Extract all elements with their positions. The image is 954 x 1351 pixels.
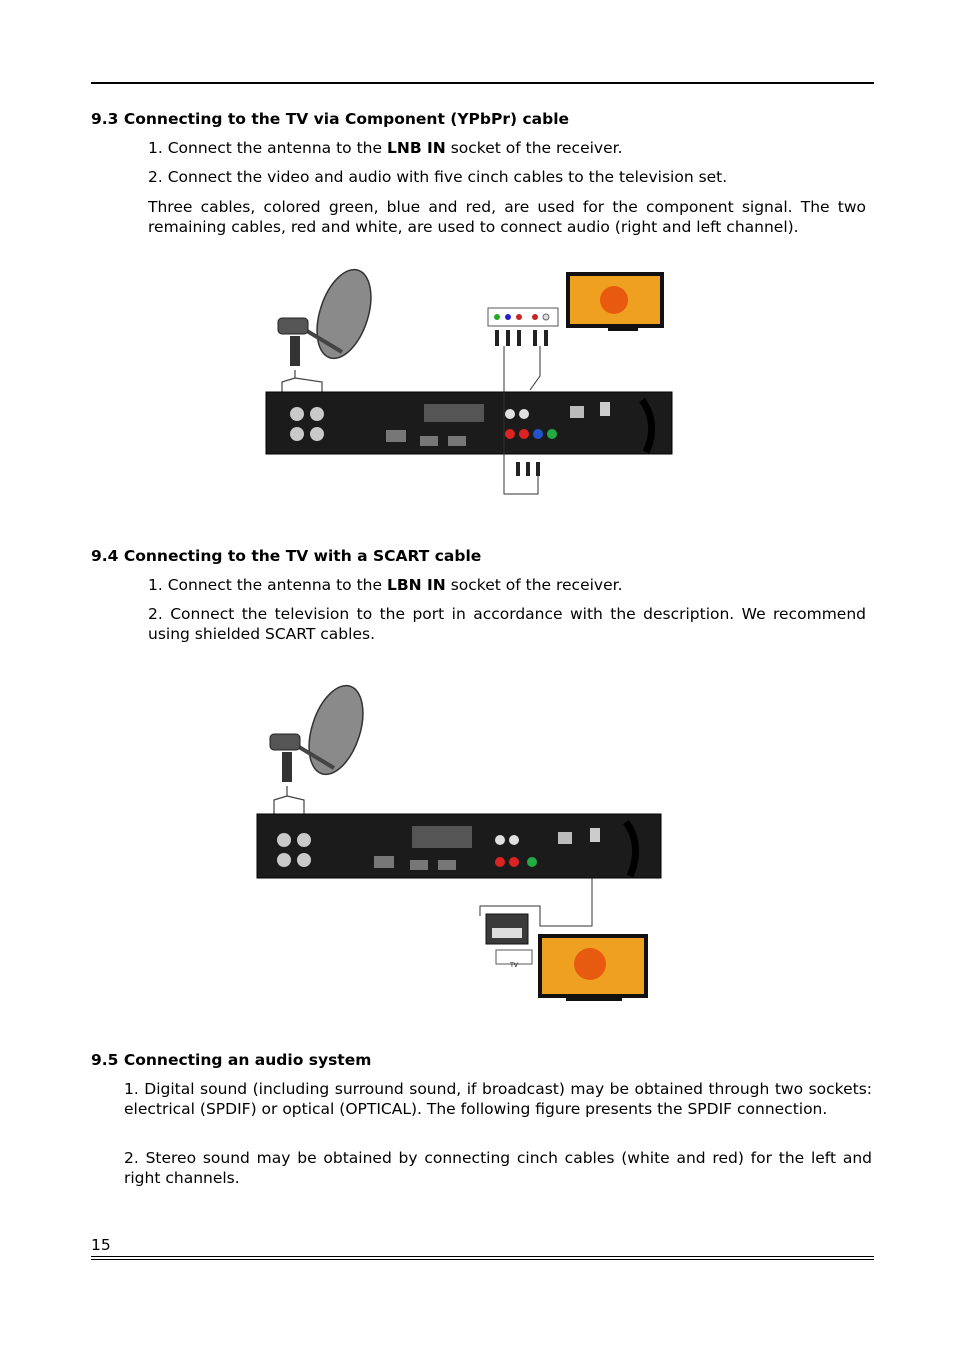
step-1-bold: LBN IN: [386, 576, 446, 594]
footer-rule: [91, 1256, 874, 1257]
scart-connection-figure: [254, 682, 666, 1004]
step-1-text-end: socket of the receiver.: [445, 576, 623, 594]
page-number: 15: [91, 1236, 111, 1254]
section-9-4-step-2: 2. Connect the television to the port in accordance with the description. We recommend using shielded SCART cables.: [148, 605, 866, 643]
television-icon: [538, 934, 648, 1001]
television-icon: [566, 272, 664, 331]
section-9-3-step-2: 2. Connect the video and audio with five cinch cables to the television set.: [148, 168, 728, 186]
section-9-3-step-1: [148, 139, 866, 159]
footer-rule-double: [91, 1259, 874, 1260]
section-9-3-title: 9.3 Connecting to the TV via Component (YPbPr) cable: [91, 110, 570, 128]
satellite-dish-icon: [278, 266, 381, 366]
tv-label: TV: [510, 962, 518, 969]
step-1-text: 1. Connect the antenna to the: [148, 139, 387, 157]
step-1-bold: LNB IN: [386, 139, 446, 157]
section-9-3-paragraph: Three cables, colored green, blue and red, are used for the component signal. The two remaining cables, red and white, are used to connect audio (right and left channel).: [148, 198, 866, 236]
section-9-4-step-1: [148, 576, 866, 596]
receiver-back-panel: [266, 392, 672, 454]
section-9-5-title: 9.5 Connecting an audio system: [91, 1051, 372, 1069]
satellite-dish-icon: [270, 682, 373, 782]
step-1-text: 1. Connect the antenna to the: [148, 576, 387, 594]
section-9-5-step-1: 1. Digital sound (including surround sound, if broadcast) may be obtained through two sockets: electrical (SPDIF) or optical (OPTICAL). The following figure presents the SPDIF connection.: [124, 1080, 872, 1118]
section-9-5-step-2: 2. Stereo sound may be obtained by connecting cinch cables (white and red) for the left and right channels.: [124, 1149, 872, 1187]
section-9-4-title: 9.4 Connecting to the TV with a SCART cable: [91, 547, 482, 565]
step-1-text-end: socket of the receiver.: [445, 139, 623, 157]
scart-plug-icon: [486, 914, 532, 964]
component-connection-figure: [262, 266, 676, 500]
header-rule: [91, 82, 874, 84]
receiver-back-panel: [257, 814, 661, 878]
